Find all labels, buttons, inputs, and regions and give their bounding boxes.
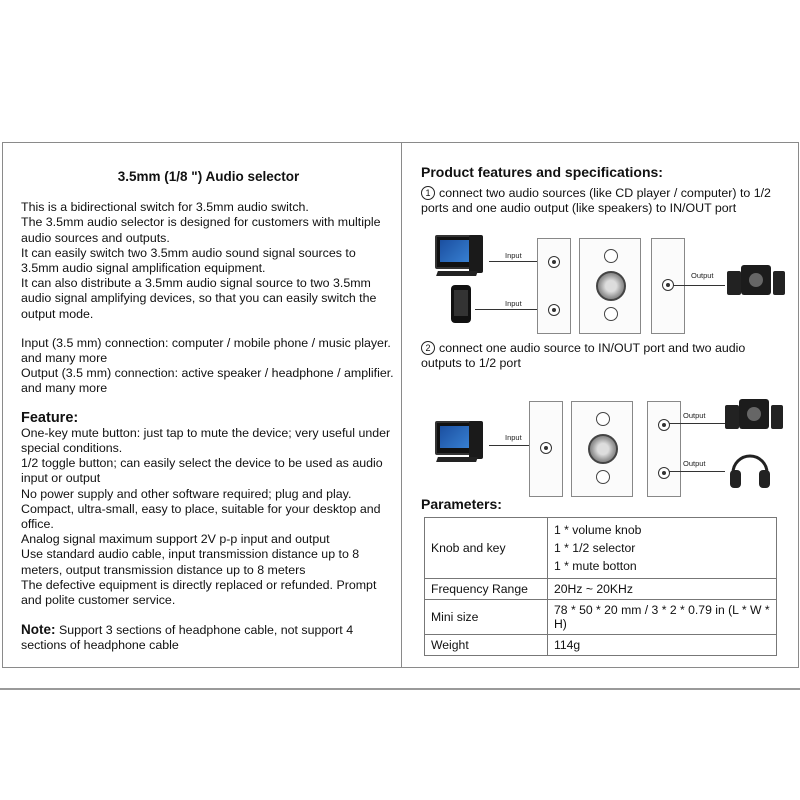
- param-value: 114g: [548, 635, 777, 656]
- cable-line: [489, 261, 541, 262]
- subwoofer-icon: [741, 265, 771, 295]
- feature-item: No power supply and other software required; plug and play.: [21, 486, 352, 501]
- table-row: [425, 579, 777, 600]
- specs-title: Product features and specifications:: [421, 164, 663, 180]
- step-text: connect two audio sources (like CD player / computer) to 1/2 ports and one audio output (like speakers) to IN/OUT port: [421, 186, 771, 216]
- input-label: Input: [505, 251, 522, 260]
- intro-line: It can also distribute a 3.5mm audio signal source to two 3.5mm audio signal amplifying devices, so that you can easily switch the output mode.: [21, 276, 377, 321]
- switch-top-panel: [579, 238, 641, 334]
- table-row: [425, 635, 777, 656]
- mute-button: [604, 307, 618, 321]
- param-value: [548, 518, 777, 579]
- params-title: Parameters:: [421, 496, 502, 512]
- note-label: Note:: [21, 622, 56, 638]
- param-key: Frequency Range: [425, 579, 548, 600]
- switch-output-panel: [651, 238, 685, 334]
- intro-line: This is a bidirectional switch for 3.5mm audio switch.: [21, 200, 309, 215]
- keyboard-icon: [436, 457, 478, 462]
- step-text: connect one audio source to IN/OUT port and two audio outputs to 1/2 port: [421, 341, 746, 371]
- note: [21, 622, 396, 653]
- bottom-rule: [0, 688, 800, 690]
- connection-line: Input (3.5 mm) connection: computer / mobile phone / music player. and many more: [21, 335, 391, 366]
- output-label: Output: [683, 411, 706, 420]
- param-value-line: 1 * volume knob: [554, 523, 642, 537]
- switch-side-panel: [537, 238, 571, 334]
- computer-tower-icon: [469, 421, 483, 459]
- feature-item: 1/2 toggle button; can easily select the device to be used as audio input or output: [21, 456, 383, 486]
- keyboard-icon: [436, 271, 478, 276]
- jack-port-2: [548, 304, 560, 316]
- jack-port-inout: [540, 442, 552, 454]
- step-number: 2: [421, 341, 435, 355]
- param-key: Weight: [425, 635, 548, 656]
- param-value: 78 * 50 * 20 mm / 3 * 2 * 0.79 in (L * W * H): [548, 600, 777, 635]
- headphone-icon: [727, 445, 773, 491]
- step-2-block: [421, 341, 781, 371]
- switch-inout-panel: [529, 401, 563, 497]
- parameters-table: [424, 517, 777, 656]
- feature-item: Use standard audio cable, input transmission distance up to 8 meters, output transmission distance up to 8 meters: [21, 547, 360, 577]
- param-value-line: 1 * mute botton: [554, 559, 637, 573]
- switch-top-panel: [571, 401, 633, 497]
- volume-knob: [588, 434, 618, 464]
- feature-item: One-key mute button: just tap to mute the device; very useful under special conditions.: [21, 425, 391, 456]
- cable-line: [669, 423, 725, 424]
- step-1: [421, 186, 781, 216]
- speaker-icon: [727, 271, 741, 295]
- output-label: Output: [683, 459, 706, 468]
- feature-item: The defective equipment is directly replaced or refunded. Prompt and polite customer service.: [21, 577, 377, 608]
- product-title: 3.5mm (1/8 ") Audio selector: [117, 169, 300, 184]
- speaker-icon: [771, 405, 783, 429]
- volume-knob: [596, 271, 626, 301]
- input-label: Input: [505, 433, 522, 442]
- params-title-block: [421, 497, 781, 512]
- speaker-icon: [773, 271, 785, 295]
- jack-port-2: [658, 467, 670, 479]
- cable-line: [673, 285, 725, 286]
- left-column: [21, 169, 396, 654]
- switch-side-panel: [647, 401, 681, 497]
- intro-line: The 3.5mm audio selector is designed for customers with multiple audio sources and outputs.: [21, 215, 381, 245]
- feature-item: Compact, ultra-small, easy to place, suitable for your desktop and office.: [21, 501, 381, 532]
- param-key: Mini size: [425, 600, 548, 635]
- selector-button: [604, 249, 618, 263]
- table-row: [425, 600, 777, 635]
- step-2: [421, 341, 781, 371]
- param-value-line: 1 * 1/2 selector: [554, 541, 636, 555]
- output-label: Output: [691, 271, 714, 280]
- table-row: [425, 518, 777, 579]
- step-number: 1: [421, 186, 435, 200]
- param-value: 20Hz ~ 20KHz: [548, 579, 777, 600]
- jack-port-1: [658, 419, 670, 431]
- phone-icon: [451, 285, 471, 323]
- intro-line: It can easily switch two 3.5mm audio sound signal sources to 3.5mm audio signal amplification equipment.: [21, 245, 356, 276]
- selector-button: [596, 412, 610, 426]
- note-text: Support 3 sections of headphone cable, not support 4 sections of headphone cable: [21, 623, 354, 653]
- feature-item: Analog signal maximum support 2V p-p input and output: [21, 532, 330, 547]
- subwoofer-icon: [739, 399, 769, 429]
- feature-heading: Feature:: [21, 409, 79, 426]
- cable-line: [669, 471, 725, 472]
- connection-line: Output (3.5 mm) connection: active speaker / headphone / amplifier. and many more: [21, 366, 394, 396]
- mute-button: [596, 470, 610, 484]
- column-divider: [401, 143, 402, 667]
- cable-line: [475, 309, 541, 310]
- input-label: Input: [505, 299, 522, 308]
- jack-port-1: [548, 256, 560, 268]
- param-key: Knob and key: [425, 518, 548, 579]
- computer-tower-icon: [469, 235, 483, 273]
- speaker-icon: [725, 405, 739, 429]
- right-column: [421, 165, 781, 217]
